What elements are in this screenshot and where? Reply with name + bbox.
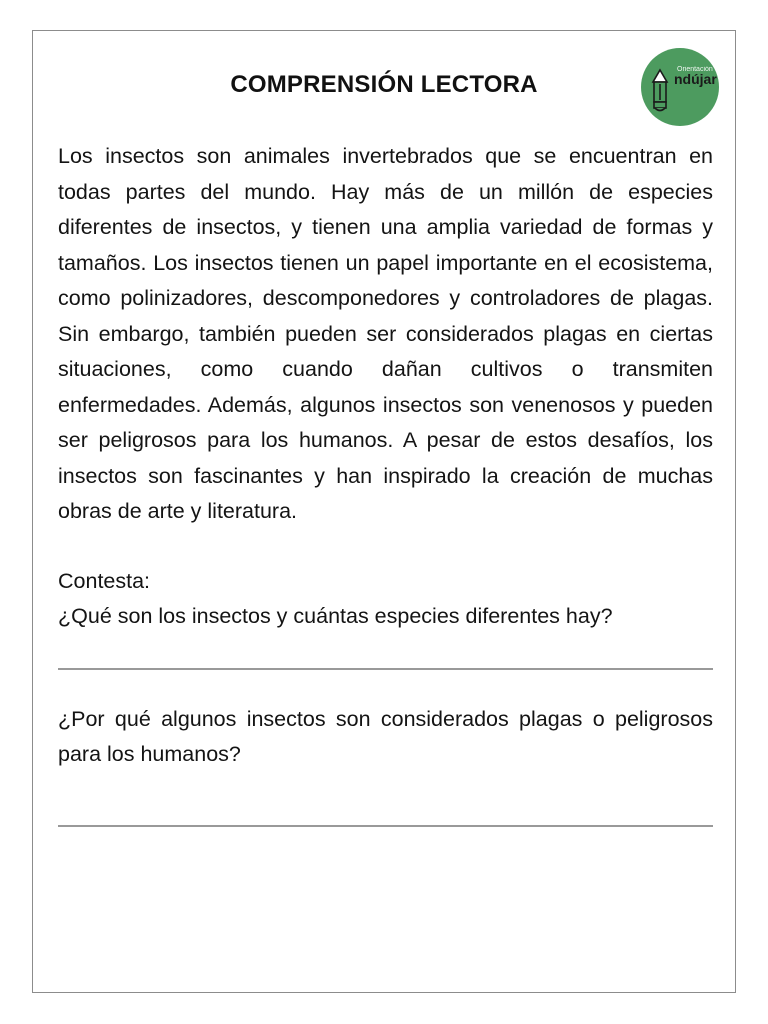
- spacer: [58, 635, 713, 668]
- svg-text:ndújar: ndújar: [674, 71, 717, 87]
- question-1: ¿Qué son los insectos y cuántas especies diferentes hay?: [58, 604, 613, 628]
- logo-graphic: [641, 48, 719, 126]
- reading-passage: Los insectos son animales invertebrados que se encuentran en todas partes del mundo. Hay más de un millón de especies diferentes de insectos, y tienen una amplia variedad de formas y tamaños. Los insectos tienen un papel importante en el ecosistema, como polinizadores, descomponedores y controladores de plagas. Sin embargo, también pueden ser considerados plagas en ciertas situaciones, como cuando dañan cultivos o transmiten enfermedades. Además, algunos insectos son venenosos y pueden ser peligrosos para los humanos. A pesar de estos desafíos, los insectos son fascinantes y han inspirado la creación de muchas obras de arte y literatura.: [58, 144, 713, 523]
- answer-prompt-label: Contesta:: [58, 568, 151, 593]
- answer-line-2[interactable]: [58, 825, 713, 827]
- svg-text:Orientación: Orientación: [677, 66, 713, 73]
- spacer: [58, 670, 713, 702]
- orientacion-andujar-logo: [641, 48, 719, 126]
- spacer: [58, 773, 713, 825]
- worksheet-header: [33, 31, 735, 139]
- question-2: ¿Por qué algunos insectos son considerados plagas o peligrosos para los humanos?: [58, 706, 713, 766]
- worksheet-page: [32, 30, 736, 993]
- worksheet-content: [58, 139, 713, 827]
- page-title: COMPRENSIÓN LECTORA: [230, 71, 538, 98]
- answer-section: [58, 564, 713, 827]
